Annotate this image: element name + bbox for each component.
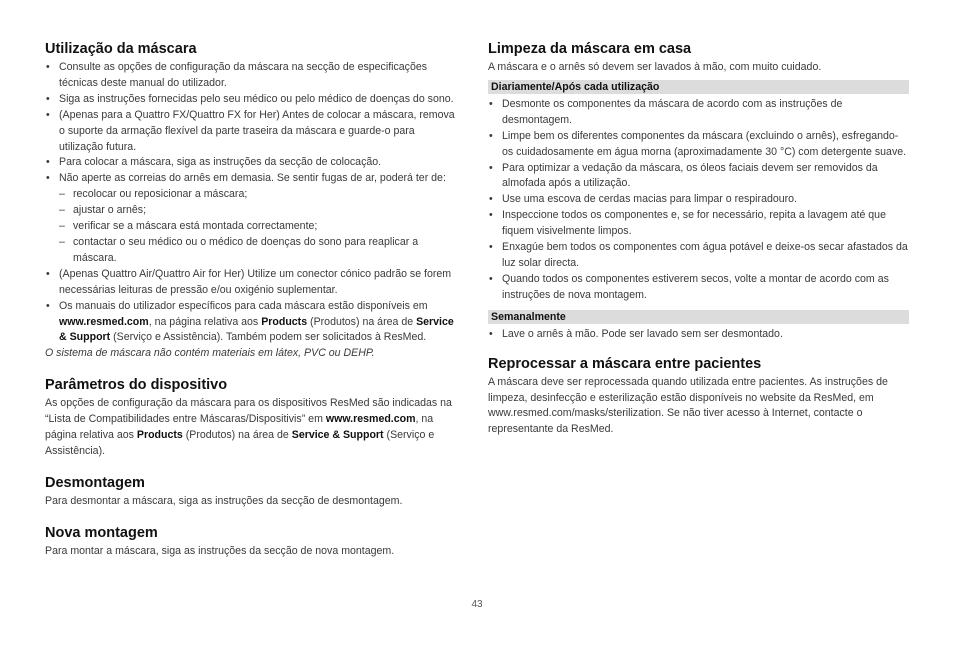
heading-desmontagem: Desmontagem — [45, 474, 145, 491]
right-column — [488, 40, 909, 450]
subheading-daily: Diariamente/Após cada utilização — [488, 80, 909, 94]
latex-note: O sistema de máscara não contém materiais em látex, PVC ou DEHP. — [45, 347, 375, 360]
heading-utilizacao: Utilização da máscara — [45, 41, 197, 57]
heading-limpeza: Limpeza da máscara em casa — [488, 41, 692, 57]
desmontagem-text: Para desmontar a máscara, siga as instruções da secção de desmontagem. — [45, 494, 403, 507]
limpeza-intro: A máscara e o arnês só devem ser lavados à mão, com muito cuidado. — [488, 61, 822, 73]
sublist-item: – ajustar o arnês; — [45, 203, 460, 219]
daily-list — [488, 97, 909, 304]
text-run: (Serviço e Assistência). — [45, 429, 435, 457]
list-item — [45, 299, 460, 347]
list-item: • Use uma escova de cerdas macias para limpar o respiradouro. — [488, 192, 909, 208]
section-utilizacao — [45, 40, 460, 362]
products-label: Products — [136, 429, 183, 442]
list-item: • Inspeccione todos os componentes e, se for necessário, repita a lavagem até que fiquem visivelmente limpos. — [488, 208, 909, 240]
url-resmed: www.resmed.com — [325, 413, 416, 426]
list-item: • (Apenas Quattro Air/Quattro Air for Her) Utilize um conector cónico padrão se forem necessárias leituras de pressão e/ou oxigénio suplementar. — [45, 267, 460, 299]
list-item: • (Apenas para a Quattro FX/Quattro FX for Her) Antes de colocar a máscara, remova o suporte da armação flexível da parte traseira da máscara e guarde-o para utilização futura. — [45, 108, 460, 156]
service-support-label: Service & Support — [59, 315, 454, 344]
heading-parametros: Parâmetros do dispositivo — [45, 377, 228, 394]
list-item: • Para optimizar a vedação da máscara, os óleos faciais devem ser removidos da almofada após a utilização. — [488, 161, 909, 193]
weekly-list — [488, 327, 909, 343]
list-item: • Siga as instruções fornecidas pelo seu médico ou pelo médico de doenças do sono. — [45, 92, 460, 108]
text-run: , na página relativa aos — [45, 413, 434, 442]
heading-reprocessar: Reprocessar a máscara entre pacientes — [488, 355, 762, 372]
heading-nova-montagem: Nova montagem — [45, 524, 158, 541]
left-column — [45, 40, 460, 572]
utilizacao-list — [45, 60, 460, 346]
section-reprocessar — [488, 355, 909, 439]
parametros-text — [45, 396, 460, 460]
text-run: As opções de configuração da máscara para os dispositivos ResMed são indicadas na “Lista de Compatibilidades entre Máscaras/Dispositivis” em — [45, 397, 452, 426]
text-run: Os manuais do utilizador específicos para cada máscara estão disponíveis em — [59, 299, 428, 312]
list-item-text: Não aperte as correias do arnês em demasia. Se sentir fugas de ar, poderá ter de: — [59, 172, 446, 185]
section-desmontagem — [45, 474, 460, 510]
section-parametros — [45, 376, 460, 460]
sublist-item: – recolocar ou reposicionar a máscara; — [45, 187, 460, 203]
list-item — [45, 171, 460, 266]
list-item: • Quando todos os componentes estiverem secos, volte a montar de acordo com as instruções de nova montagem. — [488, 272, 909, 304]
list-item: • Para colocar a máscara, siga as instruções da secção de colocação. — [45, 155, 460, 171]
list-item: • Limpe bem os diferentes componentes da máscara (excluindo o arnês), esfregando-os cuidadosamente em água morna (aproximadamente 30 °C) com detergente suave. — [488, 129, 909, 161]
reprocessar-text: A máscara deve ser reprocessada quando utilizada entre pacientes. As instruções de limpeza, desinfecção e esterilização estão disponíveis no website da ResMed, em www.resmed.com/masks/sterilization. Se não tiver acesso à Internet, contacte o representante da ResMed. — [488, 375, 888, 436]
text-run: , na página relativa aos — [148, 315, 262, 328]
list-item: • Lave o arnês à mão. Pode ser lavado sem ser desmontado. — [488, 327, 909, 343]
url-resmed: www.resmed.com — [59, 315, 149, 328]
section-nova-montagem — [45, 524, 460, 560]
list-item: • Desmonte os componentes da máscara de acordo com as instruções de desmontagem. — [488, 97, 909, 129]
sublist-item: – verificar se a máscara está montada correctamente; — [45, 219, 460, 235]
service-support-label: Service & Support — [291, 429, 384, 442]
text-run: (Produtos) na área de — [182, 429, 292, 442]
text-run: (Serviço e Assistência). Também podem ser solicitados à ResMed. — [110, 331, 427, 344]
sublist — [45, 187, 460, 267]
page-number: 43 — [471, 599, 483, 610]
text-run: (Produtos) na área de — [307, 315, 417, 328]
sublist-item: – contactar o seu médico ou o médico de doenças do sono para reaplicar a máscara. — [45, 235, 460, 267]
products-label: Products — [261, 315, 308, 328]
list-item: • Consulte as opções de configuração da máscara na secção de especificações técnicas deste manual do utilizador. — [45, 60, 460, 92]
section-limpeza — [488, 40, 909, 343]
subheading-weekly: Semanalmente — [488, 310, 909, 324]
list-item: • Enxagúe bem todos os componentes com água potável e deixe-os secar afastados da luz solar directa. — [488, 240, 909, 272]
nova-montagem-text: Para montar a máscara, siga as instruções da secção de nova montagem. — [45, 544, 395, 557]
